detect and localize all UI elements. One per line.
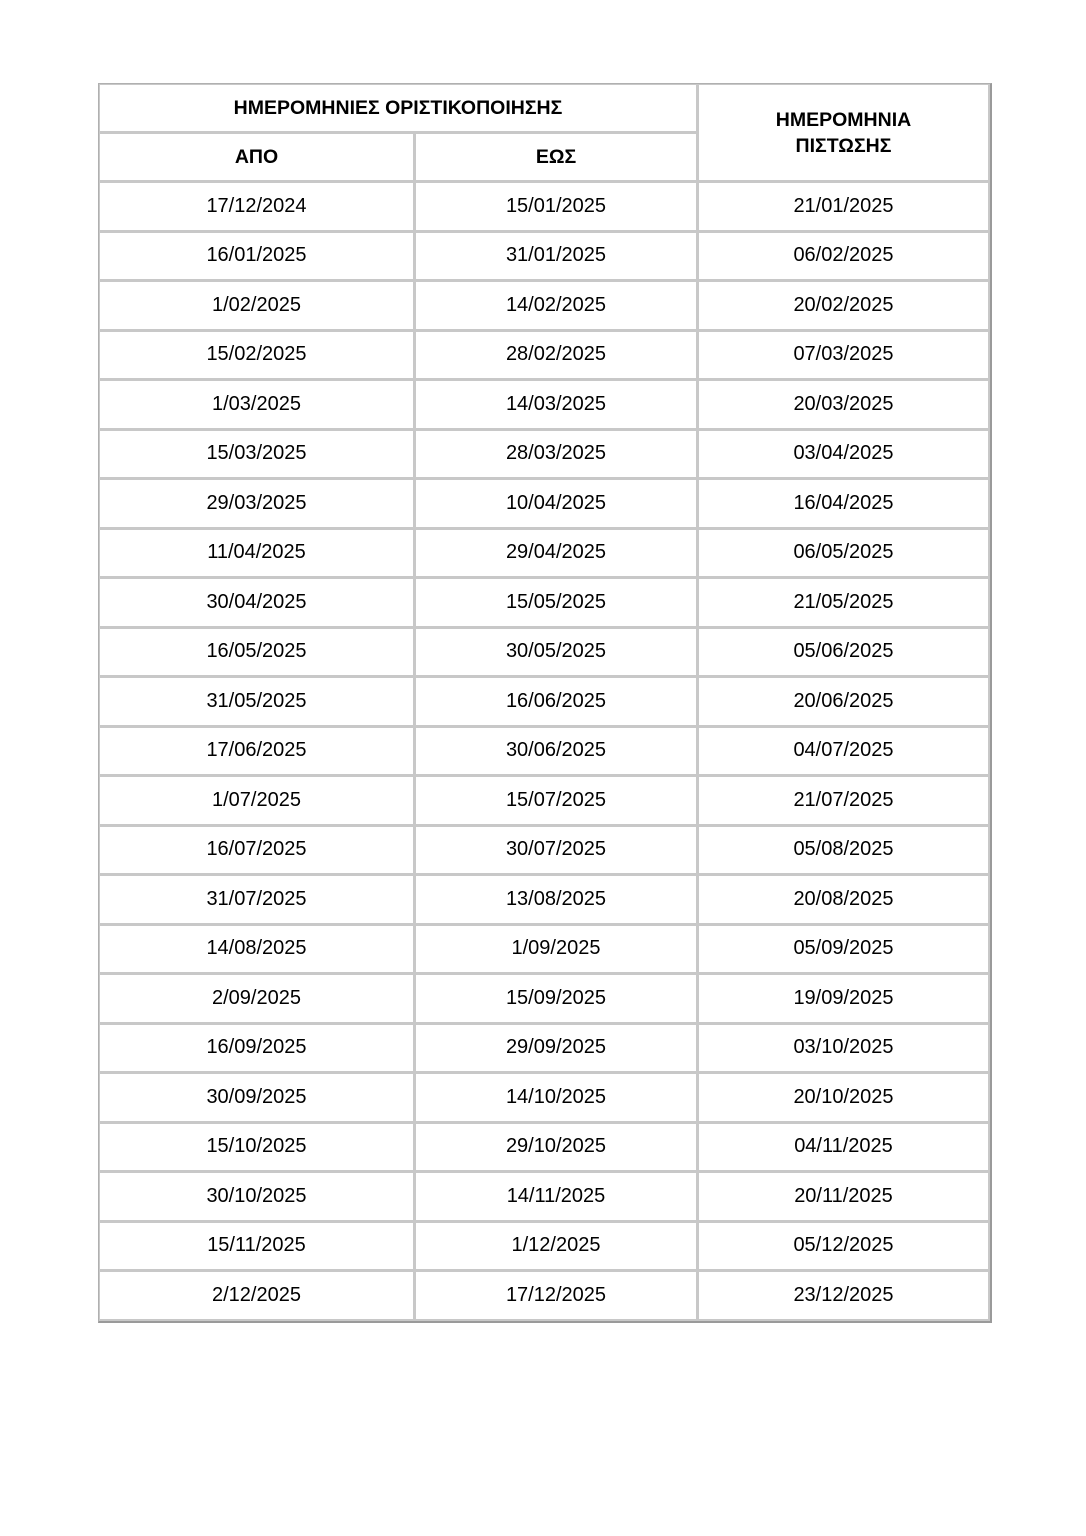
from-date-cell: 30/09/2025: [99, 1073, 415, 1123]
table-row: [99, 875, 990, 925]
from-date-cell: 14/08/2025: [99, 925, 415, 975]
from-date-cell: 16/09/2025: [99, 1024, 415, 1074]
to-date-cell: 28/03/2025: [415, 430, 698, 480]
table-body: [99, 182, 990, 1321]
header-row-top: [99, 84, 990, 133]
credit-date-cell: 06/02/2025: [698, 232, 990, 282]
from-date-cell: 11/04/2025: [99, 529, 415, 579]
from-date-cell: 2/12/2025: [99, 1271, 415, 1321]
table-row: [99, 826, 990, 876]
table-row: [99, 677, 990, 727]
table-row: [99, 578, 990, 628]
from-header: ΑΠΟ: [99, 133, 415, 182]
to-date-cell: 15/07/2025: [415, 776, 698, 826]
credit-date-cell: 05/06/2025: [698, 628, 990, 678]
credit-date-cell: 20/08/2025: [698, 875, 990, 925]
credit-date-cell: 05/12/2025: [698, 1222, 990, 1272]
credit-date-cell: 04/11/2025: [698, 1123, 990, 1173]
table-row: [99, 232, 990, 282]
to-date-cell: 14/11/2025: [415, 1172, 698, 1222]
credit-date-cell: 20/03/2025: [698, 380, 990, 430]
from-date-cell: 29/03/2025: [99, 479, 415, 529]
to-date-cell: 30/07/2025: [415, 826, 698, 876]
table-row: [99, 331, 990, 381]
from-date-cell: 17/06/2025: [99, 727, 415, 777]
to-date-cell: 30/06/2025: [415, 727, 698, 777]
from-date-cell: 30/04/2025: [99, 578, 415, 628]
credit-date-cell: 05/08/2025: [698, 826, 990, 876]
from-date-cell: 1/03/2025: [99, 380, 415, 430]
table-row: [99, 1123, 990, 1173]
table-row: [99, 380, 990, 430]
from-date-cell: 30/10/2025: [99, 1172, 415, 1222]
credit-date-cell: 21/05/2025: [698, 578, 990, 628]
from-date-cell: 2/09/2025: [99, 974, 415, 1024]
table-row: [99, 727, 990, 777]
credit-date-cell: 20/02/2025: [698, 281, 990, 331]
to-date-cell: 14/10/2025: [415, 1073, 698, 1123]
to-date-cell: 10/04/2025: [415, 479, 698, 529]
credit-date-cell: 03/04/2025: [698, 430, 990, 480]
credit-date-cell: 07/03/2025: [698, 331, 990, 381]
to-date-cell: 29/09/2025: [415, 1024, 698, 1074]
table-row: [99, 1222, 990, 1272]
from-date-cell: 31/05/2025: [99, 677, 415, 727]
to-date-cell: 15/05/2025: [415, 578, 698, 628]
table-row: [99, 1073, 990, 1123]
to-date-cell: 30/05/2025: [415, 628, 698, 678]
table-row: [99, 776, 990, 826]
credit-date-cell: 21/01/2025: [698, 182, 990, 232]
credit-date-cell: 21/07/2025: [698, 776, 990, 826]
from-date-cell: 17/12/2024: [99, 182, 415, 232]
table-row: [99, 479, 990, 529]
from-date-cell: 16/05/2025: [99, 628, 415, 678]
credit-date-cell: 03/10/2025: [698, 1024, 990, 1074]
credit-date-cell: 23/12/2025: [698, 1271, 990, 1321]
to-date-cell: 31/01/2025: [415, 232, 698, 282]
table-row: [99, 1172, 990, 1222]
credit-date-cell: 16/04/2025: [698, 479, 990, 529]
table-row: [99, 1024, 990, 1074]
credit-date-cell: 20/10/2025: [698, 1073, 990, 1123]
to-date-cell: 1/12/2025: [415, 1222, 698, 1272]
from-date-cell: 1/07/2025: [99, 776, 415, 826]
to-date-cell: 15/09/2025: [415, 974, 698, 1024]
credit-date-cell: 20/11/2025: [698, 1172, 990, 1222]
to-date-cell: 1/09/2025: [415, 925, 698, 975]
to-date-cell: 14/02/2025: [415, 281, 698, 331]
table-row: [99, 430, 990, 480]
table-row: [99, 182, 990, 232]
table-row: [99, 1271, 990, 1321]
to-date-cell: 14/03/2025: [415, 380, 698, 430]
credit-date-cell: 20/06/2025: [698, 677, 990, 727]
credit-date-cell: 19/09/2025: [698, 974, 990, 1024]
credit-date-header: [698, 84, 990, 182]
from-date-cell: 15/11/2025: [99, 1222, 415, 1272]
to-header: ΕΩΣ: [415, 133, 698, 182]
to-date-cell: 15/01/2025: [415, 182, 698, 232]
from-date-cell: 15/02/2025: [99, 331, 415, 381]
to-date-cell: 29/10/2025: [415, 1123, 698, 1173]
from-date-cell: 16/01/2025: [99, 232, 415, 282]
credit-date-header-line2: ΠΙΣΤΩΣΗΣ: [795, 134, 892, 157]
table-row: [99, 974, 990, 1024]
table-row: [99, 628, 990, 678]
to-date-cell: 16/06/2025: [415, 677, 698, 727]
to-date-cell: 17/12/2025: [415, 1271, 698, 1321]
from-date-cell: 31/07/2025: [99, 875, 415, 925]
table-row: [99, 281, 990, 331]
from-date-cell: 15/10/2025: [99, 1123, 415, 1173]
table-row: [99, 529, 990, 579]
finalization-credit-dates-table: [98, 83, 992, 1323]
from-date-cell: 16/07/2025: [99, 826, 415, 876]
to-date-cell: 13/08/2025: [415, 875, 698, 925]
credit-date-cell: 04/07/2025: [698, 727, 990, 777]
from-date-cell: 15/03/2025: [99, 430, 415, 480]
to-date-cell: 28/02/2025: [415, 331, 698, 381]
credit-date-header-line1: ΗΜΕΡΟΜΗΝΙΑ: [775, 108, 912, 131]
credit-date-cell: 06/05/2025: [698, 529, 990, 579]
table-row: [99, 925, 990, 975]
finalization-dates-header: ΗΜΕΡΟΜΗΝΙΕΣ ΟΡΙΣΤΙΚΟΠΟΙΗΣΗΣ: [99, 84, 698, 133]
to-date-cell: 29/04/2025: [415, 529, 698, 579]
credit-date-cell: 05/09/2025: [698, 925, 990, 975]
from-date-cell: 1/02/2025: [99, 281, 415, 331]
